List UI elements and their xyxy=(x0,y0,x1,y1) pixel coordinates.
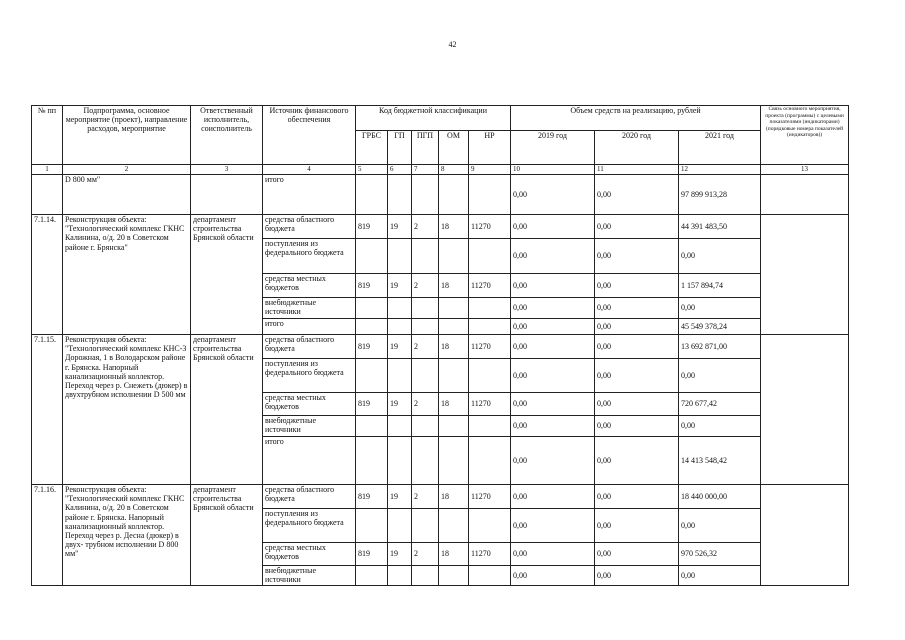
gp-cell: 19 xyxy=(388,215,412,239)
grbs-cell: 819 xyxy=(356,335,388,359)
header-link: Связь основного мероприятия, проекта (программы) с целевыми показателями (индикаторами) (порядковые номера показателей (индикаторов)) xyxy=(761,106,849,165)
col-number: 4 xyxy=(263,165,356,175)
carry-total-label: итого xyxy=(263,175,356,215)
total-2020: 0,00 xyxy=(595,437,679,485)
total-2019: 0,00 xyxy=(511,319,595,335)
source-cell: внебюджетные источники xyxy=(263,298,356,319)
value-2020: 0,00 xyxy=(595,298,679,319)
source-cell: средства областного бюджета xyxy=(263,335,356,359)
value-2020: 0,00 xyxy=(595,335,679,359)
om-cell: 18 xyxy=(439,335,469,359)
value-2019: 0,00 xyxy=(511,215,595,239)
source-cell: средства областного бюджета xyxy=(263,485,356,509)
header-2019: 2019 год xyxy=(511,131,595,165)
value-2019: 0,00 xyxy=(511,509,595,543)
nr-cell: 11270 xyxy=(469,393,511,416)
source-cell: средства местных бюджетов xyxy=(263,543,356,566)
value-2020: 0,00 xyxy=(595,416,679,437)
source-cell: поступления из федерального бюджета xyxy=(263,509,356,543)
col-number: 6 xyxy=(388,165,412,175)
pgp-cell: 2 xyxy=(412,274,439,298)
header-subprogram: Подпрограмма, основное мероприятие (проект), направление расходов, мероприятие xyxy=(63,106,191,165)
header-pgp: ПГП xyxy=(412,131,439,165)
gp-cell: 19 xyxy=(388,274,412,298)
value-2021: 0,00 xyxy=(679,239,761,274)
total-2021: 14 413 548,42 xyxy=(679,437,761,485)
value-2020: 0,00 xyxy=(595,274,679,298)
table-row xyxy=(32,485,849,509)
value-2019: 0,00 xyxy=(511,566,595,586)
nr-cell: 11270 xyxy=(469,485,511,509)
col-number: 9 xyxy=(469,165,511,175)
value-2021: 0,00 xyxy=(679,566,761,586)
nr-cell: 11270 xyxy=(469,335,511,359)
source-cell: средства областного бюджета xyxy=(263,215,356,239)
carry-name-tail: D 800 мм" xyxy=(63,175,191,215)
col-number: 13 xyxy=(761,165,849,175)
om-cell: 18 xyxy=(439,274,469,298)
header-2021: 2021 год xyxy=(679,131,761,165)
item-executor: департамент строительства Брянской области xyxy=(191,485,263,586)
value-2019: 0,00 xyxy=(511,393,595,416)
om-cell: 18 xyxy=(439,543,469,566)
value-2021: 0,00 xyxy=(679,298,761,319)
value-2021: 18 440 000,00 xyxy=(679,485,761,509)
grbs-cell: 819 xyxy=(356,215,388,239)
link-cell xyxy=(761,485,849,586)
item-executor: департамент строительства Брянской области xyxy=(191,335,263,485)
col-number: 8 xyxy=(439,165,469,175)
table-row xyxy=(32,335,849,359)
gp-cell: 19 xyxy=(388,485,412,509)
value-2021: 720 677,42 xyxy=(679,393,761,416)
budget-table xyxy=(31,105,849,586)
value-2019: 0,00 xyxy=(511,239,595,274)
table-row xyxy=(32,215,849,239)
item-name: Реконструкция объекта: "Технологический комплекс ГКНС Калинина, о/д. 20 в Советском районе г. Брянска. Напорный канализационный коллектор. Переход через р. Десна (дюкер) в двух- трубном исполнении D 800 мм" xyxy=(63,485,191,586)
value-2021: 0,00 xyxy=(679,509,761,543)
om-cell: 18 xyxy=(439,215,469,239)
om-cell: 18 xyxy=(439,393,469,416)
total-label: итого xyxy=(263,319,356,335)
pgp-cell: 2 xyxy=(412,393,439,416)
header-budget-code: Код бюджетной классификации xyxy=(356,106,511,131)
pgp-cell: 2 xyxy=(412,215,439,239)
col-number: 1 xyxy=(32,165,63,175)
source-cell: внебюджетные источники xyxy=(263,566,356,586)
total-2020: 0,00 xyxy=(595,319,679,335)
grbs-cell: 819 xyxy=(356,543,388,566)
item-number: 7.1.14. xyxy=(32,215,63,335)
total-2019: 0,00 xyxy=(511,437,595,485)
value-2020: 0,00 xyxy=(595,509,679,543)
pgp-cell: 2 xyxy=(412,335,439,359)
gp-cell: 19 xyxy=(388,393,412,416)
om-cell: 18 xyxy=(439,485,469,509)
header-grbs: ГРБС xyxy=(356,131,388,165)
header-nr: НР xyxy=(469,131,511,165)
grbs-cell: 819 xyxy=(356,393,388,416)
header-2020: 2020 год xyxy=(595,131,679,165)
value-2021: 0,00 xyxy=(679,416,761,437)
value-2020: 0,00 xyxy=(595,393,679,416)
item-number: 7.1.15. xyxy=(32,335,63,485)
grbs-cell: 819 xyxy=(356,274,388,298)
link-cell xyxy=(761,335,849,485)
header-executor: Ответственный исполнитель, соисполнитель xyxy=(191,106,263,165)
value-2021: 13 692 871,00 xyxy=(679,335,761,359)
value-2021: 0,00 xyxy=(679,359,761,393)
source-cell: внебюджетные источники xyxy=(263,416,356,437)
source-cell: средства местных бюджетов xyxy=(263,274,356,298)
pgp-cell: 2 xyxy=(412,543,439,566)
value-2020: 0,00 xyxy=(595,239,679,274)
gp-cell: 19 xyxy=(388,543,412,566)
value-2021: 1 157 894,74 xyxy=(679,274,761,298)
item-number: 7.1.16. xyxy=(32,485,63,586)
header-num: № пп xyxy=(32,106,63,165)
pgp-cell: 2 xyxy=(412,485,439,509)
item-executor: департамент строительства Брянской области xyxy=(191,215,263,335)
value-2020: 0,00 xyxy=(595,359,679,393)
source-cell: поступления из федерального бюджета xyxy=(263,359,356,393)
value-2019: 0,00 xyxy=(511,485,595,509)
carry-2021: 97 899 913,28 xyxy=(679,175,761,215)
nr-cell: 11270 xyxy=(469,543,511,566)
col-number: 5 xyxy=(356,165,388,175)
value-2020: 0,00 xyxy=(595,215,679,239)
header-om: ОМ xyxy=(439,131,469,165)
source-cell: средства местных бюджетов xyxy=(263,393,356,416)
carry-total-row xyxy=(32,175,849,215)
item-name: Реконструкция объекта: "Технологический комплекс ГКНС Калинина, о/д. 20 в Советском районе г. Брянска" xyxy=(63,215,191,335)
carry-2020: 0,00 xyxy=(595,175,679,215)
nr-cell: 11270 xyxy=(469,215,511,239)
total-2021: 45 549 378,24 xyxy=(679,319,761,335)
value-2021: 970 526,32 xyxy=(679,543,761,566)
grbs-cell: 819 xyxy=(356,485,388,509)
value-2019: 0,00 xyxy=(511,416,595,437)
carry-2019: 0,00 xyxy=(511,175,595,215)
col-number: 7 xyxy=(412,165,439,175)
value-2020: 0,00 xyxy=(595,543,679,566)
value-2019: 0,00 xyxy=(511,274,595,298)
value-2019: 0,00 xyxy=(511,359,595,393)
col-number: 12 xyxy=(679,165,761,175)
gp-cell: 19 xyxy=(388,335,412,359)
value-2020: 0,00 xyxy=(595,485,679,509)
header-gp: ГП xyxy=(388,131,412,165)
col-number: 11 xyxy=(595,165,679,175)
total-label: итого xyxy=(263,437,356,485)
value-2019: 0,00 xyxy=(511,298,595,319)
col-number: 10 xyxy=(511,165,595,175)
col-number: 2 xyxy=(63,165,191,175)
page-number: 42 xyxy=(448,40,457,49)
source-cell: поступления из федерального бюджета xyxy=(263,239,356,274)
value-2021: 44 391 483,50 xyxy=(679,215,761,239)
item-name: Реконструкция объекта: "Технологический комплекс КНС-3 Дорожная, 1 в Володарском районе г. Брянска. Напорный канализационный коллектор. Переход через р. Снежеть (дюкер) в двухтрубном исполнении D 500 мм xyxy=(63,335,191,485)
value-2020: 0,00 xyxy=(595,566,679,586)
header-source: Источник финансового обеспечения xyxy=(263,106,356,165)
nr-cell: 11270 xyxy=(469,274,511,298)
link-cell xyxy=(761,215,849,335)
value-2019: 0,00 xyxy=(511,543,595,566)
header-volume: Объем средств на реализацию, рублей xyxy=(511,106,761,131)
col-number: 3 xyxy=(191,165,263,175)
value-2019: 0,00 xyxy=(511,335,595,359)
